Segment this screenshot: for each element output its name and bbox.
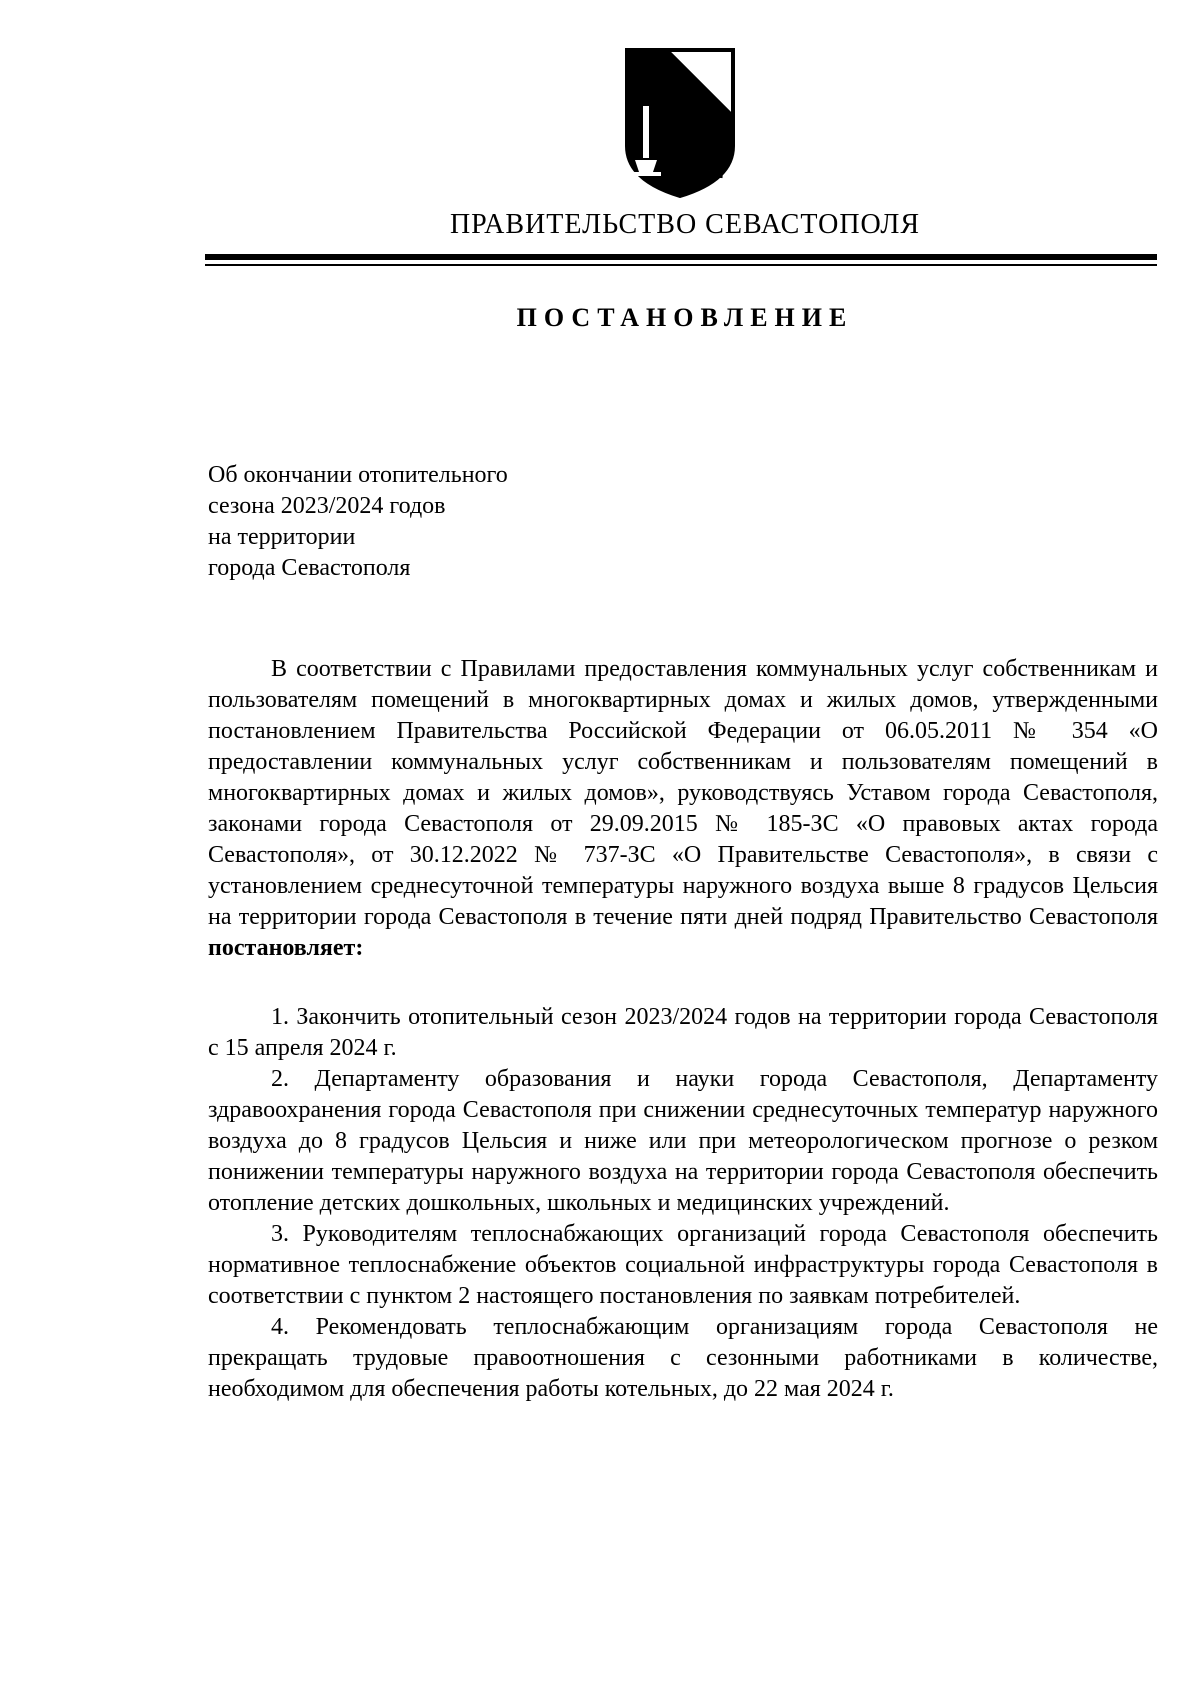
subject-line: Об окончании отопительного: [208, 462, 508, 488]
item-paragraph-4: 4. Рекомендовать теплоснабжающим организациям города Севастополя не прекращать трудовые правоотношения с сезонными работниками в количестве, необходимом для обеспечения работы котельных, до 22 мая 2024 г.: [208, 1314, 1158, 1402]
sevastopol-coat-of-arms-icon: [623, 48, 737, 198]
document-type: ПОСТАНОВЛЕНИЕ: [516, 303, 854, 332]
header-rule-thin: [205, 264, 1157, 266]
organization-name: ПРАВИТЕЛЬСТВО СЕВАСТОПОЛЯ: [449, 209, 921, 240]
subject-line: сезона 2023/2024 годов: [208, 493, 446, 519]
item-paragraph-2: 2. Департаменту образования и науки города Севастополя, Департаменту здравоохранения города Севастополя при снижении среднесуточных температур наружного воздуха до 8 градусов Цельсия и ниже или при метеорологическом прогнозе о резком понижении температуры наружного воздуха на территории города Севастополя обеспечить отопление детских дошкольных, школьных и медицинских учреждений.: [208, 1066, 1158, 1216]
header-rule-thick: [205, 254, 1157, 260]
document-body: [208, 654, 1158, 1405]
subject-line: на территории: [208, 524, 356, 550]
document-subject: [208, 460, 708, 584]
item-paragraph-1: 1. Закончить отопительный сезон 2023/2024 годов на территории города Севастополя с 15 апреля 2024 г.: [208, 1004, 1158, 1061]
item-paragraph-3: 3. Руководителям теплоснабжающих организаций города Севастополя обеспечить нормативное теплоснабжение объектов социальной инфраструктуры города Севастополя в соответствии с пунктом 2 настоящего постановления по заявкам потребителей.: [208, 1221, 1158, 1309]
subject-line: города Севастополя: [208, 555, 411, 581]
preamble-emphasis: постановляет:: [208, 935, 364, 961]
preamble-paragraph: [208, 654, 1158, 964]
preamble-text: В соответствии с Правилами предоставления коммунальных услуг собственникам и пользователям помещений в многоквартирных домах и жилых домов, утвержденными постановлением Правительства Российской Федерации от 06.05.2011 № 354 «О предоставлении коммунальных услуг собственникам и пользователям помещений в многоквартирных домах и жилых домов», руководствуясь Уставом города Севастополя, законами города Севастополя от 29.09.2015 № 185-ЗС «О правовых актах города Севастополя», от 30.12.2022 № 737-ЗС «О Правительстве Севастополя», в связи с установлением среднесуточной температуры наружного воздуха выше 8 градусов Цельсия на территории города Севастополя в течение пяти дней подряд Правительство Севастополя: [208, 656, 1158, 930]
